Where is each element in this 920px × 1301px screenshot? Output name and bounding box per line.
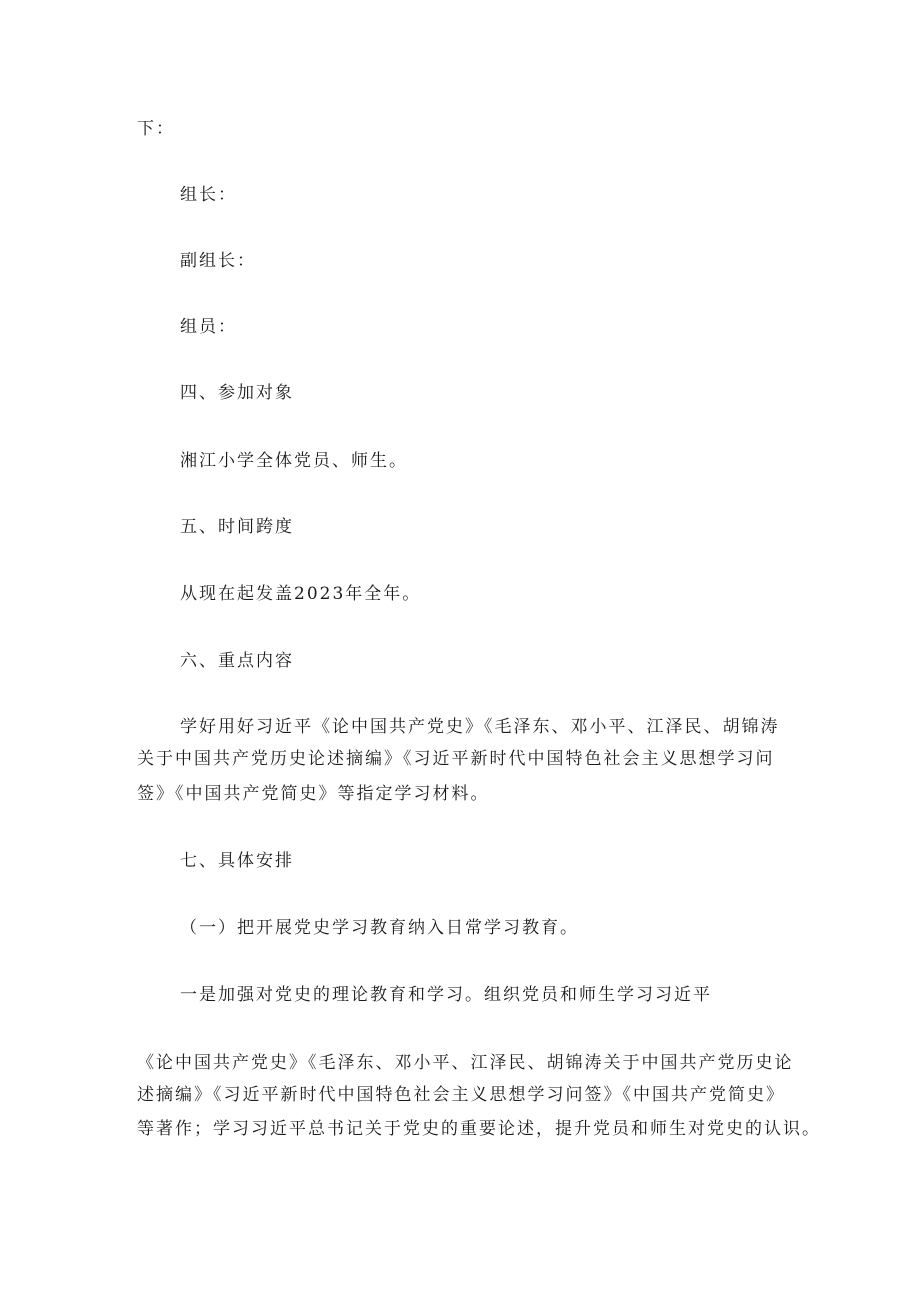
text-line-key-content-3: 签》《中国共产党简史》等指定学习材料。 — [137, 784, 490, 804]
section-heading-time-span: 五、时间跨度 — [180, 517, 294, 537]
text-line-participants: 湘江小学全体党员、师生。 — [180, 451, 408, 471]
text-line-members: 组员： — [180, 317, 237, 337]
section-heading-arrangement: 七、具体安排 — [180, 851, 294, 871]
text-line-group-leader: 组长： — [180, 185, 237, 205]
text-line-key-content-1: 学好用好习近平《论中国共产党史》《毛泽东、邓小平、江泽民、胡锦涛 — [180, 717, 780, 737]
text-line-time-span: 从现在起发盖2023年全年。 — [180, 584, 422, 604]
section-heading-participants: 四、参加对象 — [180, 383, 294, 403]
text-line-arrangement-4: 等著作；学习习近平总书记关于党史的重要论述，提升党员和师生对党史的认识。 — [137, 1119, 821, 1139]
section-heading-key-content: 六、重点内容 — [180, 651, 294, 671]
subsection-heading-daily-study: （一）把开展党史学习教育纳入日常学习教育。 — [180, 918, 579, 938]
text-line-continuation: 下： — [137, 119, 175, 139]
text-line-arrangement-2: 《论中国共产党史》《毛泽东、邓小平、江泽民、胡锦涛关于中国共产党历史论 — [137, 1053, 794, 1073]
text-line-key-content-2: 关于中国共产党历史论述摘编》《习近平新时代中国特色社会主义思想学习问 — [137, 749, 775, 769]
text-line-deputy-leader: 副组长： — [180, 251, 256, 271]
text-line-arrangement-1: 一是加强对党史的理论教育和学习。组织党员和师生学习习近平 — [180, 985, 712, 1005]
text-line-arrangement-3: 述摘编》《习近平新时代中国特色社会主义思想学习问签》《中国共产党简史》 — [137, 1085, 785, 1105]
